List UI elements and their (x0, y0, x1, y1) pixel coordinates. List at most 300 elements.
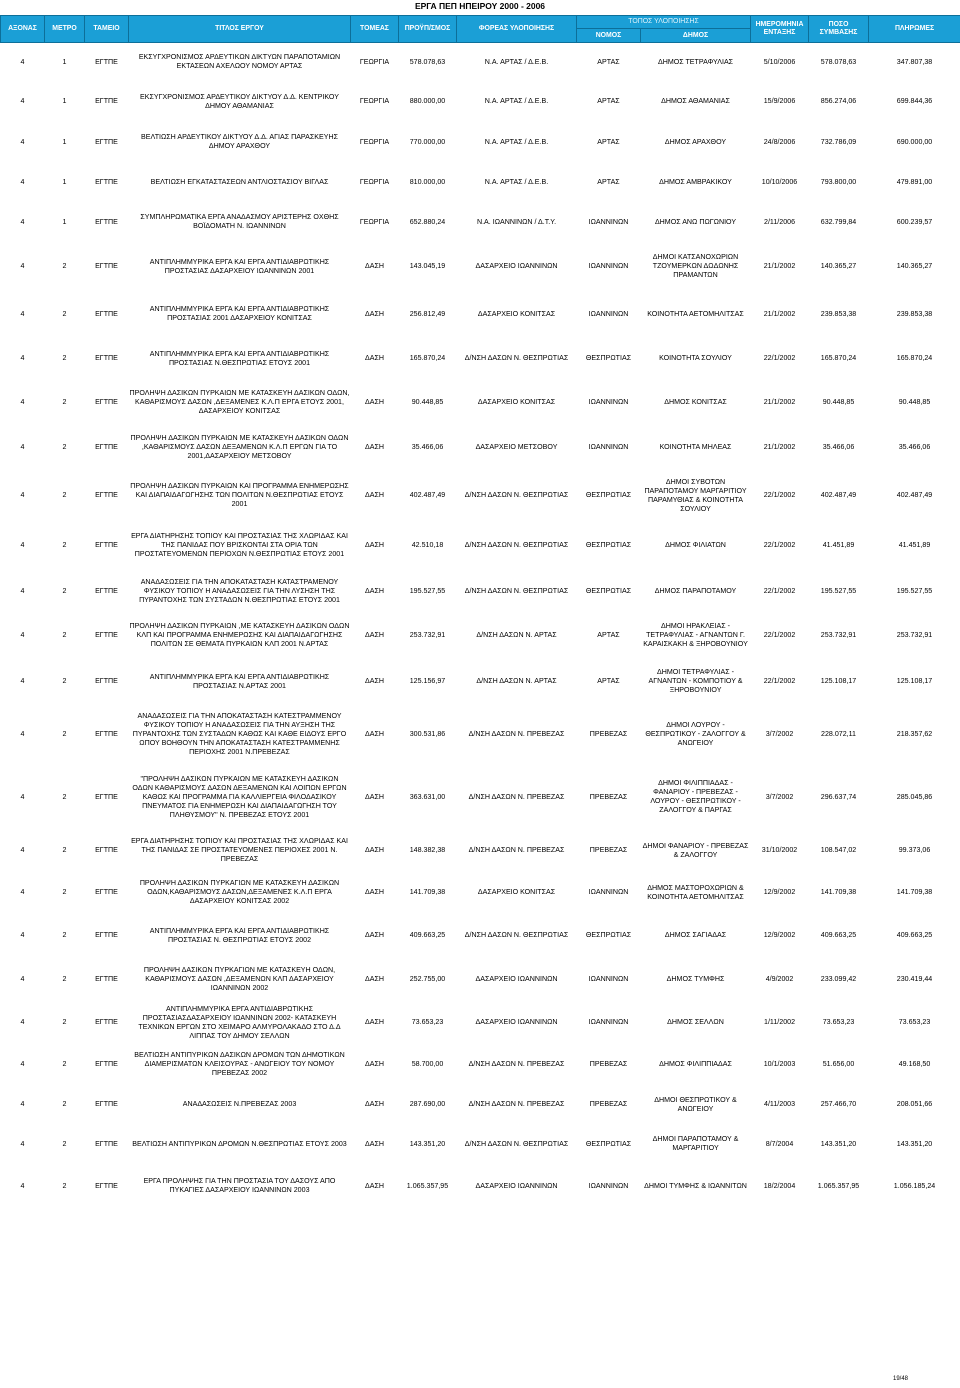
table-body (1, 43, 960, 1209)
row-axis-cell: 4 (20, 354, 25, 362)
table-row (1, 243, 960, 291)
row-municipality-cell: ΔΗΜΟΙ ΚΑΤΣΑΝΟΧΩΡΙΩΝ ΤΖΟΥΜΕΡΚΩΝ ΔΩΔΩΝΗΣ ΠΡΑΜΑΝΤΩΝ (652, 253, 739, 279)
row-fund-cell: ΕΓΤΠΕ (95, 974, 118, 983)
row-inclusion-date-cell: 31/10/2002 (761, 846, 798, 854)
row-agency-cell: Δ/ΝΣΗ ΔΑΣΩΝ Ν. ΘΕΣΠΡΩΤΙΑΣ (464, 354, 569, 362)
table-row (1, 522, 960, 570)
row-payments-cell: 141.709,38 (896, 888, 933, 896)
table-row (1, 831, 960, 871)
row-agency-cell: Δ/ΝΣΗ ΔΑΣΩΝ Ν. ΑΡΤΑΣ (476, 677, 557, 685)
row-fund-cell: ΕΓΤΠΕ (95, 1181, 118, 1190)
row-municipality-cell: ΔΗΜΟΣ ΚΟΝΙΤΣΑΣ (664, 398, 727, 406)
row-payments-cell: 165.870,24 (896, 354, 933, 362)
row-fund-cell: ΕΓΤΠΕ (95, 262, 118, 270)
table-row (1, 915, 960, 957)
row-payments-cell: 41.451,89 (898, 541, 931, 549)
row-municipality-cell: ΚΟΙΝΟΤΗΤΑ ΑΕΤΟΜΗΛΙΤΣΑΣ (647, 309, 744, 318)
row-measure-cell: 2 (62, 443, 67, 451)
row-budget-cell: 810.000,00 (409, 177, 446, 186)
header-measure: ΜΕΤΡΟ (45, 16, 85, 43)
table-row (1, 1085, 960, 1125)
row-contract-amount-cell: 239.853,38 (820, 309, 857, 318)
header-axis: ΑΞΟΝΑΣ (1, 16, 45, 43)
row-project-title-cell: ΑΝΑΔΑΣΩΣΕΙΣ ΓΙΑ ΤΗΝ ΑΠΟΚΑΤΑΣΤΑΣΗ ΚΑΤΑΣΤΡΑΜΕΝΟΥ ΦΥΣΙΚΟΥ ΤΟΠΙΟΥ Η ΑΝΑΔΑΣΩΣΕΙΣ ΓΙΑ ΤΗΝ ΛΥΣΗΣΗ ΤΗΣ ΠΥΡΑΝΤΟΧΗΣ ΤΩΝ ΣΥΣΤΑΔΩΝ Ν.ΘΕΣΠΡΩΤΙΑΣ ΕΤΟΥΣ 2001 (139, 577, 340, 604)
table-row (1, 871, 960, 915)
header-municipality: ΔΗΜΟΣ (641, 29, 751, 43)
row-measure-cell: 1 (62, 177, 67, 186)
row-agency-cell: ΔΑΣΑΡΧΕΙΟ ΙΩΑΝΝΙΝΩΝ (475, 974, 558, 983)
row-payments-cell: 35.466,06 (898, 443, 931, 451)
row-municipality-cell: ΔΗΜΟΣ ΤΥΜΦΗΣ (666, 974, 725, 983)
row-inclusion-date-cell: 22/1/2002 (763, 677, 796, 685)
row-agency-cell: Δ/ΝΣΗ ΔΑΣΩΝ Ν. ΠΡΕΒΕΖΑΣ (468, 846, 565, 854)
row-contract-amount-cell: 108.547,02 (820, 846, 857, 854)
row-sector-cell: ΔΑΣΗ (365, 1059, 384, 1068)
row-inclusion-date-cell: 22/1/2002 (763, 631, 796, 639)
row-budget-cell: 287.690,00 (409, 1100, 446, 1108)
row-sector-cell: ΓΕΩΡΓΙΑ (359, 217, 390, 226)
row-fund-cell: ΕΓΤΠΕ (95, 354, 118, 362)
row-fund-cell: ΕΓΤΠΕ (95, 846, 118, 854)
row-budget-cell: 165.870,24 (409, 354, 446, 362)
row-measure-cell: 2 (62, 262, 67, 270)
row-prefecture-cell: ΙΩΑΝΝΙΝΩΝ (588, 217, 629, 226)
header-agency: ΦΟΡΕΑΣ ΥΛΟΠΟΙΗΣΗΣ (457, 16, 577, 43)
row-inclusion-date-cell: 12/9/2002 (763, 931, 796, 939)
table-row (1, 570, 960, 613)
row-budget-cell: 578.078,63 (409, 57, 446, 66)
row-inclusion-date-cell: 3/7/2002 (765, 792, 794, 801)
row-payments-cell: 230.419,44 (896, 974, 933, 983)
row-contract-amount-cell: 143.351,20 (820, 1139, 857, 1148)
row-sector-cell: ΔΑΣΗ (365, 792, 384, 801)
row-measure-cell: 2 (62, 491, 67, 499)
row-prefecture-cell: ΠΡΕΒΕΖΑΣ (589, 846, 628, 854)
row-project-title-cell: ΠΡΟΛΗΨΗ ΔΑΣΙΚΩΝ ΠΥΡΚΑΙΩΝ ΚΑΙ ΠΡΟΓΡΑΜΜΑ ΕΝΗΜΕΡΩΣΗΣ ΚΑΙ ΔΙΑΠΑΙΔΑΓΩΓΗΣΗΣ ΤΩΝ ΠΟΛΙΤΩΝ Ν.ΘΕΣΠΡΩΤΙΑΣ ΕΤΟΥΣ 2001 (130, 482, 349, 508)
row-fund-cell: ΕΓΤΠΕ (95, 677, 118, 685)
row-project-title-cell: "ΠΡΟΛΗΨΗ ΔΑΣΙΚΩΝ ΠΥΡΚΑΙΩΝ ΜΕ ΚΑΤΑΣΚΕΥΗ ΔΑΣΙΚΩΝ ΟΔΩΝ ΚΑΘΑΡΙΣΜΟΥΣ ΔΑΣΩΝ ΔΕΞΑΜΕΝΩΝ ΚΑΙ ΛΟΙΠΩΝ ΕΡΓΩΝ ΚΑΘΩΣ ΚΑΙ ΠΡΟΓΡΑΜΜΑ ΓΙΑ ΚΑΛΛΙΕΡΓΕΙΑ ΦΙΛΟΔΑΣΙΚΟΥ ΠΝΕΥΜΑΤΟΣ ΓΙΑ ΕΝΗΜΕΡΩΣΗ ΚΑΙ ΔΙΑΠΑΙΔΑΓΩΓΗΣΗ ΤΟΥ ΠΛΗΘΥΣΜΟΥ" Ν. ΠΡΕΒΕΖΑΣ ΕΤΟΥΣ 2001 (132, 774, 347, 819)
row-measure-cell: 2 (62, 931, 67, 939)
row-agency-cell: Δ/ΝΣΗ ΔΑΣΩΝ Ν. ΠΡΕΒΕΖΑΣ (468, 1100, 565, 1108)
row-budget-cell: 125.156,97 (409, 677, 446, 685)
row-contract-amount-cell: 233.099,42 (820, 974, 857, 983)
row-budget-cell: 143.351,20 (409, 1139, 446, 1148)
row-inclusion-date-cell: 12/9/2002 (763, 888, 796, 896)
row-contract-amount-cell: 1.065.357,95 (817, 1181, 860, 1190)
row-sector-cell: ΔΑΣΗ (365, 1181, 384, 1190)
row-prefecture-cell: ΘΕΣΠΡΩΤΙΑΣ (585, 931, 632, 939)
row-sector-cell: ΔΑΣΗ (365, 586, 384, 595)
row-measure-cell: 2 (62, 1018, 67, 1026)
row-payments-cell: 143.351,20 (896, 1139, 933, 1148)
row-axis-cell: 4 (20, 677, 25, 685)
row-payments-cell: 402.487,49 (896, 491, 933, 499)
row-budget-cell: 402.487,49 (409, 491, 446, 499)
row-payments-cell: 73.653,23 (898, 1018, 931, 1026)
row-axis-cell: 4 (20, 1100, 25, 1108)
row-project-title-cell: ΠΡΟΛΗΨΗ ΔΑΣΙΚΩΝ ΠΥΡΚΑΙΩΝ ΜΕ ΚΑΤΑΣΚΕΥΗ ΔΑΣΙΚΩΝ ΟΔΩΝ ,ΚΑΘΑΡΙΣΜΟΥΣ ΔΑΣΩΝ ΔΕΞΑΜΕΝΩΝ Κ.Λ.Π ΕΡΓΩΝ ΓΙΑ ΤΟ 2001,ΔΑΣΑΡΧΕΙΟΥ ΜΕΤΣΟΒΟΥ (130, 434, 349, 460)
row-fund-cell: ΕΓΤΠΕ (95, 541, 118, 549)
row-inclusion-date-cell: 22/1/2002 (763, 541, 796, 549)
row-budget-cell: 652.880,24 (409, 217, 446, 226)
row-payments-cell: 99.373,06 (898, 846, 931, 854)
row-municipality-cell: ΔΗΜΟΙ ΦΑΝΑΡΙΟΥ - ΠΡΕΒΕΖΑΣ & ΖΑΛΟΓΓΟΥ (642, 841, 749, 859)
row-prefecture-cell: ΙΩΑΝΝΙΝΩΝ (588, 262, 629, 270)
row-fund-cell: ΕΓΤΠΕ (95, 1018, 118, 1026)
row-agency-cell: Δ/ΝΣΗ ΔΑΣΩΝ Ν. ΠΡΕΒΕΖΑΣ (468, 792, 565, 801)
row-agency-cell: ΔΑΣΑΡΧΕΙΟ ΚΟΝΙΤΣΑΣ (477, 309, 556, 318)
row-axis-cell: 4 (20, 491, 25, 499)
row-fund-cell: ΕΓΤΠΕ (95, 729, 118, 738)
row-measure-cell: 2 (62, 1181, 67, 1190)
row-project-title-cell: ΑΝΤΙΠΛΗΜΜΥΡΙΚΑ ΕΡΓΑ ΚΑΙ ΕΡΓΑ ΑΝΤΙΔΙΑΒΡΩΤΙΚΗΣ ΠΡΟΣΤΑΣΙΑΣ ΔΑΣΑΡΧΕΙΟΥ ΙΩΑΝΝΙΝΩΝ 2001 (149, 257, 330, 275)
table-row (1, 470, 960, 522)
row-axis-cell: 4 (20, 1018, 25, 1026)
row-agency-cell: Ν.Α. ΑΡΤΑΣ / Δ.Ε.Β. (484, 57, 549, 66)
row-sector-cell: ΔΑΣΗ (365, 398, 384, 406)
row-fund-cell: ΕΓΤΠΕ (95, 1139, 118, 1148)
row-municipality-cell: ΔΗΜΟΙ ΣΥΒΟΤΩΝ ΠΑΡΑΠΟΤΑΜΟΥ ΜΑΡΓΑΡΙΤΙΟΥ ΠΑΡΑΜΥΘΙΑΣ & ΚΟΙΝΟΤΗΤΑ ΣΟΥΛΙΟΥ (644, 477, 747, 513)
row-prefecture-cell: ΑΡΤΑΣ (597, 631, 620, 639)
row-sector-cell: ΔΑΣΗ (365, 443, 384, 451)
row-inclusion-date-cell: 10/10/2006 (761, 177, 798, 186)
row-inclusion-date-cell: 22/1/2002 (763, 586, 796, 595)
row-sector-cell: ΓΕΩΡΓΙΑ (359, 97, 390, 105)
row-fund-cell: ΕΓΤΠΕ (95, 309, 118, 318)
row-municipality-cell: ΔΗΜΟΙ ΤΥΜΦΗΣ & ΙΩΑΝΝΙΤΩΝ (644, 1181, 747, 1190)
row-measure-cell: 2 (62, 677, 67, 685)
row-axis-cell: 4 (20, 97, 25, 105)
row-budget-cell: 409.663,25 (409, 931, 446, 939)
row-inclusion-date-cell: 18/2/2004 (763, 1181, 796, 1190)
row-fund-cell: ΕΓΤΠΕ (95, 1100, 118, 1108)
row-municipality-cell: ΔΗΜΟΙ ΤΕΤΡΑΦΥΛΙΑΣ - ΑΓΝΑΝΤΩΝ - ΚΟΜΠΟΤΙΟΥ & ΞΗΡΟΒΟΥΝΙΟΥ (648, 668, 743, 694)
row-inclusion-date-cell: 4/9/2002 (765, 974, 794, 983)
row-fund-cell: ΕΓΤΠΕ (95, 137, 118, 146)
row-fund-cell: ΕΓΤΠΕ (95, 631, 118, 639)
row-fund-cell: ΕΓΤΠΕ (95, 177, 118, 186)
row-municipality-cell: ΔΗΜΟΙ ΦΙΛΙΠΠΙΑΔΑΣ - ΦΑΝΑΡΙΟΥ - ΠΡΕΒΕΖΑΣ - ΛΟΥΡΟΥ - ΘΕΣΠΡΩΤΙΚΟΥ - ΖΑΛΟΓΓΟΥ & ΠΑΡΓΑΣ (650, 779, 741, 814)
row-inclusion-date-cell: 4/11/2003 (764, 1100, 796, 1108)
row-project-title-cell: ΑΝΤΙΠΛΗΜΜΥΡΙΚΑ ΕΡΓΑ ΚΑΙ ΕΡΓΑ ΑΝΤΙΔΙΑΒΡΩΤΙΚΗΣ ΠΡΟΣΤΑΣΙΑΣ Ν. ΘΕΣΠΡΩΤΙΑΣ ΕΤΟΥΣ 2002 (149, 926, 330, 944)
row-agency-cell: Δ/ΝΣΗ ΔΑΣΩΝ Ν. ΘΕΣΠΡΩΤΙΑΣ (464, 541, 569, 549)
header-project-title: ΤΙΤΛΟΣ ΕΡΓΟΥ (129, 16, 351, 43)
row-sector-cell: ΔΑΣΗ (365, 1100, 384, 1108)
row-sector-cell: ΔΑΣΗ (365, 491, 384, 499)
row-agency-cell: ΔΑΣΑΡΧΕΙΟ ΙΩΑΝΝΙΝΩΝ (475, 1181, 558, 1190)
row-payments-cell: 195.527,55 (896, 586, 933, 595)
row-payments-cell: 699.844,36 (896, 97, 933, 105)
row-sector-cell: ΔΑΣΗ (365, 1139, 384, 1148)
row-budget-cell: 256.812,49 (409, 309, 446, 318)
row-project-title-cell: ΠΡΟΛΗΨΗ ΔΑΣΙΚΩΝ ΠΥΡΚΑΙΩΝ ,ΜΕ ΚΑΤΑΣΚΕΥΗ ΔΑΣΙΚΩΝ ΟΔΩΝ ΚΛΠ ΚΑΙ ΠΡΟΓΡΑΜΜΑ ΕΝΗΜΕΡΩΣΗΣ ΚΑΙ ΔΙΑΠΑΙΔΑΓΩΓΗΣΗΣ ΠΟΛΙΤΩΝ ΣΕ ΘΕΜΑΤΑ ΠΥΡΚΑΙΩΝ ΚΛΠ 2001 Ν.ΑΡΤΑΣ (129, 622, 350, 648)
row-agency-cell: Ν.Α. ΙΩΑΝΝΙΝΩΝ / Δ.Τ.Υ. (476, 217, 557, 226)
row-agency-cell: Ν.Α. ΑΡΤΑΣ / Δ.Ε.Β. (484, 97, 549, 105)
row-axis-cell: 4 (20, 217, 25, 226)
row-project-title-cell: ΒΕΛΤΙΩΣΗ ΑΡΔΕΥΤΙΚΟΥ ΔΙΚΤΥΟΥ Δ.Δ. ΑΓΙΑΣ ΠΑΡΑΣΚΕΥΗΣ ΔΗΜΟΥ ΑΡΑΧΘΟΥ (141, 133, 338, 150)
row-measure-cell: 1 (62, 137, 67, 146)
row-municipality-cell: ΔΗΜΟΙ ΠΑΡΑΠΟΤΑΜΟΥ & ΜΑΡΓΑΡΙΤΙΟΥ (652, 1135, 739, 1152)
row-project-title-cell: ΕΡΓΑ ΔΙΑΤΗΡΗΣΗΣ ΤΟΠΙΟΥ ΚΑΙ ΠΡΟΣΤΑΣΙΑΣ ΤΗΣ ΧΛΩΡΙΔΑΣ ΚΑΙ ΤΗΣ ΠΑΝΙΔΑΣ ΠΟΥ ΒΡΙΣΚΟΝΤΑΙ ΣΤΑ ΟΡΙΑ ΤΩΝ ΠΡΟΣΤΑΤΕΥΟΜΕΝΩΝ ΠΕΡΙΟΧΩΝ Ν.ΘΕΣΠΡΩΤΙΑΣ ΕΤΟΥΣ 2001 (131, 532, 348, 558)
row-prefecture-cell: ΙΩΑΝΝΙΝΩΝ (588, 309, 629, 318)
row-prefecture-cell: ΑΡΤΑΣ (597, 137, 620, 146)
row-contract-amount-cell: 409.663,25 (820, 931, 857, 939)
row-axis-cell: 4 (20, 888, 25, 896)
row-agency-cell: ΔΑΣΑΡΧΕΙΟ ΙΩΑΝΝΙΝΩΝ (475, 262, 558, 270)
row-inclusion-date-cell: 21/1/2002 (763, 309, 796, 318)
row-contract-amount-cell: 73.653,23 (822, 1018, 855, 1026)
row-contract-amount-cell: 402.487,49 (820, 491, 857, 499)
row-measure-cell: 1 (62, 217, 67, 226)
row-prefecture-cell: ΘΕΣΠΡΩΤΙΑΣ (585, 354, 632, 362)
document-title: ΕΡΓΑ ΠΕΠ ΗΠΕΙΡΟΥ 2000 - 2006 (414, 1, 546, 11)
row-contract-amount-cell: 632.799,84 (820, 217, 857, 226)
row-payments-cell: 208.051,66 (896, 1100, 933, 1108)
page-number: 19/48 (892, 1376, 908, 1382)
row-fund-cell: ΕΓΤΠΕ (95, 1059, 118, 1068)
table-row (1, 291, 960, 338)
row-project-title-cell: ΒΕΛΤΙΩΣΗ ΕΓΚΑΤΑΣΤΑΣΕΩΝ ΑΝΤΛΙΟΣΤΑΣΙΟΥ ΒΙΓΛΑΣ (150, 177, 329, 186)
row-project-title-cell: ΣΥΜΠΛΗΡΩΜΑΤΙΚΑ ΕΡΓΑ ΑΝΑΔΑΣΜΟΥ ΑΡΙΣΤΕΡΗΣ ΟΧΘΗΣ ΒΟΪΔΟΜΑΤΗ Ν. ΙΩΑΝΝΙΝΩΝ (140, 213, 339, 230)
row-budget-cell: 141.709,38 (409, 888, 446, 896)
header-location-group: ΤΟΠΟΣ ΥΛΟΠΟΙΗΣΗΣ (577, 16, 751, 29)
row-sector-cell: ΔΑΣΗ (365, 974, 384, 983)
row-agency-cell: Δ/ΝΣΗ ΔΑΣΩΝ Ν. ΠΡΕΒΕΖΑΣ (468, 1059, 565, 1068)
row-prefecture-cell: ΘΕΣΠΡΩΤΙΑΣ (585, 491, 632, 499)
row-axis-cell: 4 (20, 309, 25, 318)
row-prefecture-cell: ΙΩΑΝΝΙΝΩΝ (588, 974, 629, 983)
row-inclusion-date-cell: 3/7/2002 (765, 729, 794, 738)
row-municipality-cell: ΔΗΜΟΙ ΘΕΣΠΡΩΤΙΚΟΥ & ΑΝΩΓΕΙΟΥ (654, 1095, 737, 1113)
row-prefecture-cell: ΑΡΤΑΣ (597, 57, 620, 66)
row-measure-cell: 1 (62, 57, 67, 66)
row-sector-cell: ΔΑΣΗ (365, 677, 384, 685)
row-payments-cell: 409.663,25 (896, 931, 933, 939)
row-prefecture-cell: ΑΡΤΑΣ (597, 97, 620, 105)
row-payments-cell: 600.239,57 (896, 217, 933, 226)
row-municipality-cell: ΔΗΜΟΣ ΑΜΒΡΑΚΙΚΟΥ (659, 177, 732, 186)
row-project-title-cell: ΠΡΟΛΗΨΗ ΔΑΣΙΚΩΝ ΠΥΡΚΑΙΩΝ ΜΕ ΚΑΤΑΣΚΕΥΗ ΔΑΣΙΚΩΝ ΟΔΩΝ, ΚΑΘΑΡΙΣΜΟΥΣ ΔΑΣΩΝ ,ΔΕΞΑΜΕΝΕΣ Κ.Λ.Π ΕΡΓΑ ΕΤΟΥΣ 2001, ΔΑΣΑΡΧΕΙΟΥ ΚΟΝΙΤΣΑΣ (129, 389, 350, 415)
row-axis-cell: 4 (20, 1139, 25, 1148)
row-prefecture-cell: ΠΡΕΒΕΖΑΣ (589, 1100, 628, 1108)
row-prefecture-cell: ΠΡΕΒΕΖΑΣ (589, 792, 628, 801)
row-sector-cell: ΓΕΩΡΓΙΑ (359, 57, 390, 66)
row-prefecture-cell: ΑΡΤΑΣ (597, 677, 620, 685)
row-budget-cell: 143.045,19 (409, 262, 446, 270)
row-project-title-cell: ΑΝΤΙΠΛΗΜΜΥΡΙΚΑ ΕΡΓΑ ΚΑΙ ΕΡΓΑ ΑΝΤΙΔΙΑΒΡΩΤΙΚΗΣ ΠΡΟΣΤΑΣΙΑΣ 2001 ΔΑΣΑΡΧΕΙΟΥ ΚΟΝΙΤΣΑΣ (149, 305, 330, 322)
row-agency-cell: Δ/ΝΣΗ ΔΑΣΩΝ Ν. ΘΕΣΠΡΩΤΙΑΣ (464, 586, 569, 595)
row-inclusion-date-cell: 5/10/2006 (763, 57, 796, 66)
row-axis-cell: 4 (20, 541, 25, 549)
row-project-title-cell: ΑΝΑΔΑΣΩΣΕΙΣ ΓΙΑ ΤΗΝ ΑΠΟΚΑΤΑΣΤΑΣΗ ΚΑΤΕΣΤΡΑΜΜΕΝΟΥ ΦΥΣΙΚΟΥ ΤΟΠΙΟΥ Η ΑΝΑΔΑΣΩΣΕΙΣ ΓΙΑ ΤΗΝ ΑΥΞΗΣΗ ΤΗΣ ΠΥΡΑΝΤΟΧΗΣ ΤΩΝ ΣΥΣΤΑΔΩΝ ΚΑΘΩΣ ΚΑΙ ΚΑΘΕ ΕΙΔΟΥΣ ΕΡΓΟ ΩΠΟΥ ΒΟΗΘΟΥΝ ΤΗΝ ΑΠΟΚΑΤΑΣΤΑΣΗ ΚΑΤΕΣΤΡΑΜΜΕΝΗΣ ΠΕΡΙΟΧΗΣ 2001 Ν.ΠΡΕΒΕΖΑΣ (132, 711, 347, 756)
table-row (1, 122, 960, 163)
row-payments-cell: 125.108,17 (896, 677, 933, 685)
row-axis-cell: 4 (20, 631, 25, 639)
row-municipality-cell: ΔΗΜΟΣ ΤΕΤΡΑΦΥΛΙΑΣ (657, 57, 734, 66)
table-row (1, 338, 960, 380)
row-sector-cell: ΔΑΣΗ (365, 309, 384, 318)
row-budget-cell: 252.755,00 (409, 974, 446, 983)
row-inclusion-date-cell: 21/1/2002 (763, 443, 796, 451)
row-project-title-cell: ΒΕΛΤΙΩΣΗ ΑΝΤΙΠΥΡΙΚΩΝ ΔΑΣΙΚΩΝ ΔΡΟΜΩΝ ΤΩΝ ΔΗΜΟΤΙΚΩΝ ΔΙΑΜΕΡΙΣΜΑΤΩΝ ΚΛΕΙΣΟΥΡΑΣ - ΑΝΩΓΕΙΟΥ ΤΟΥ ΝΟΜΟΥ ΠΡΕΒΕΖΑΣ 2002 (134, 1050, 345, 1077)
table-row (1, 82, 960, 122)
row-budget-cell: 35.466,06 (411, 443, 444, 451)
row-measure-cell: 2 (62, 1059, 67, 1068)
header-inclusion-date: ΗΜΕΡΟΜΗΝΙΑ ΕΝΤΑΞΗΣ (751, 16, 809, 43)
table-row (1, 163, 960, 202)
row-axis-cell: 4 (20, 846, 25, 854)
row-contract-amount-cell: 296.637,74 (820, 792, 857, 801)
row-contract-amount-cell: 41.451,89 (822, 541, 855, 549)
row-prefecture-cell: ΑΡΤΑΣ (597, 177, 620, 186)
table-row (1, 764, 960, 831)
row-payments-cell: 239.853,38 (896, 309, 933, 318)
row-contract-amount-cell: 257.466,70 (820, 1100, 857, 1108)
row-axis-cell: 4 (20, 398, 25, 406)
row-payments-cell: 140.365,27 (896, 262, 933, 270)
row-municipality-cell: ΔΗΜΟΣ ΦΙΛΙΑΤΩΝ (665, 541, 726, 549)
row-municipality-cell: ΔΗΜΟΣ ΠΑΡΑΠΟΤΑΜΟΥ (654, 586, 737, 595)
table-row (1, 1044, 960, 1085)
table-row (1, 705, 960, 764)
row-municipality-cell: ΔΗΜΟΙ ΗΡΑΚΛΕΙΑΣ - ΤΕΤΡΑΦΥΛΙΑΣ - ΑΓΝΑΝΤΩΝ Γ. ΚΑΡΑΙΣΚΑΚΗ & ΞΗΡΟΒΟΥΝΙΟΥ (643, 622, 748, 648)
row-measure-cell: 2 (62, 792, 67, 801)
row-fund-cell: ΕΓΤΠΕ (95, 398, 118, 406)
row-project-title-cell: ΑΝΤΙΠΛΗΜΜΥΡΙΚΑ ΕΡΓΑ ΚΑΙ ΕΡΓΑ ΑΝΤΙΔΙΑΒΡΩΤΙΚΗΣ ΠΡΟΣΤΑΣΙΑΣ Ν.ΘΕΣΠΡΩΤΙΑΣ ΕΤΟΥΣ 2001 (149, 349, 330, 367)
row-project-title-cell: ΒΕΛΤΙΩΣΗ ΑΝΤΙΠΥΡΙΚΩΝ ΔΡΟΜΩΝ Ν.ΘΕΣΠΡΩΤΙΑΣ ΕΤΟΥΣ 2003 (132, 1139, 347, 1148)
row-budget-cell: 73.653,23 (411, 1018, 444, 1026)
row-axis-cell: 4 (20, 443, 25, 451)
row-inclusion-date-cell: 24/8/2006 (763, 137, 796, 146)
row-budget-cell: 42.510,18 (411, 541, 444, 549)
row-inclusion-date-cell: 22/1/2002 (763, 354, 796, 362)
row-axis-cell: 4 (20, 974, 25, 983)
row-municipality-cell: ΔΗΜΟΣ ΑΡΑΧΘΟΥ (664, 137, 727, 146)
row-payments-cell: 285.045,86 (896, 792, 933, 801)
row-prefecture-cell: ΙΩΑΝΝΙΝΩΝ (588, 1018, 629, 1026)
row-budget-cell: 90.448,85 (411, 398, 444, 406)
row-measure-cell: 2 (62, 541, 67, 549)
row-sector-cell: ΔΑΣΗ (365, 631, 384, 639)
row-contract-amount-cell: 35.466,06 (822, 443, 855, 451)
row-fund-cell: ΕΓΤΠΕ (95, 931, 118, 939)
row-project-title-cell: ΑΝΑΔΑΣΩΣΕΙΣ Ν.ΠΡΕΒΕΖΑΣ 2003 (182, 1100, 297, 1108)
row-measure-cell: 1 (62, 97, 67, 105)
table-row (1, 43, 960, 82)
row-measure-cell: 2 (62, 729, 67, 738)
row-prefecture-cell: ΘΕΣΠΡΩΤΙΑΣ (585, 586, 632, 595)
row-contract-amount-cell: 578.078,63 (820, 57, 857, 66)
row-contract-amount-cell: 141.709,38 (820, 888, 857, 896)
row-contract-amount-cell: 165.870,24 (820, 354, 857, 362)
row-agency-cell: Δ/ΝΣΗ ΔΑΣΩΝ Ν. ΘΕΣΠΡΩΤΙΑΣ (464, 491, 569, 499)
row-fund-cell: ΕΓΤΠΕ (95, 443, 118, 451)
row-prefecture-cell: ΘΕΣΠΡΩΤΙΑΣ (585, 541, 632, 549)
row-budget-cell: 1.065.357,95 (406, 1181, 449, 1190)
row-municipality-cell: ΔΗΜΟΣ ΦΙΛΙΠΠΙΑΔΑΣ (659, 1059, 732, 1068)
row-sector-cell: ΓΕΩΡΓΙΑ (359, 137, 390, 146)
row-agency-cell: Ν.Α. ΑΡΤΑΣ / Δ.Ε.Β. (484, 177, 549, 186)
row-budget-cell: 58.700,00 (411, 1059, 444, 1068)
row-project-title-cell: ΑΝΤΙΠΛΗΜΜΥΡΙΚΑ ΕΡΓΑ ΑΝΤΙΔΙΑΒΡΩΤΙΚΗΣ ΠΡΟΣΤΑΣΙΑΣΔΑΣΑΡΧΕΙΟΥ ΙΩΑΝΝΙΝΩΝ 2002- ΚΑΤΑΣΚΕΥΗ ΤΕΧΝΙΚΩΝ ΕΡΓΩΝ ΣΤΟ ΧΕΙΜΑΡΟ ΑΛΜΥΡΟΛΑΚΑΔΟ ΣΤΟ Δ.Δ ΛΙΠΠΑΣ ΤΟΥ ΔΗΜΟΥ ΣΕΛΛΩΝ (138, 1004, 341, 1040)
row-axis-cell: 4 (20, 177, 25, 186)
row-project-title-cell: ΕΚΣΥΓΧΡΟΝΙΣΜΟΣ ΑΡΔΕΥΤΙΚΟΥ ΔΙΚΤΥΟΥ Δ.Δ. ΚΕΝΤΡΙΚΟΥ ΔΗΜΟΥ ΑΘΑΜΑΝΙΑΣ (140, 92, 339, 110)
row-sector-cell: ΔΑΣΗ (365, 931, 384, 939)
row-measure-cell: 2 (62, 354, 67, 362)
row-sector-cell: ΔΑΣΗ (365, 541, 384, 549)
row-municipality-cell: ΔΗΜΟΙ ΛΟΥΡΟΥ - ΘΕΣΠΡΩΤΙΚΟΥ - ΖΑΛΟΓΓΟΥ & ΑΝΩΓΕΙΟΥ (645, 720, 746, 747)
row-axis-cell: 4 (20, 262, 25, 270)
table-row (1, 1125, 960, 1164)
header-payments: ΠΛΗΡΩΜΕΣ (869, 16, 960, 43)
projects-table (0, 15, 960, 1209)
header-fund: ΤΑΜΕΙΟ (85, 16, 129, 43)
row-axis-cell: 4 (20, 137, 25, 146)
row-sector-cell: ΔΑΣΗ (365, 354, 384, 362)
table-row (1, 613, 960, 659)
table-row (1, 202, 960, 243)
row-agency-cell: Δ/ΝΣΗ ΔΑΣΩΝ Ν. ΘΕΣΠΡΩΤΙΑΣ (464, 1139, 569, 1148)
row-prefecture-cell: ΙΩΑΝΝΙΝΩΝ (588, 443, 629, 451)
row-fund-cell: ΕΓΤΠΕ (95, 97, 118, 105)
table-row (1, 1002, 960, 1044)
row-inclusion-date-cell: 15/9/2006 (763, 97, 796, 105)
row-municipality-cell: ΔΗΜΟΣ ΑΝΩ ΠΩΓΩΝΙΟΥ (654, 217, 737, 226)
row-sector-cell: ΔΑΣΗ (365, 846, 384, 854)
row-project-title-cell: ΑΝΤΙΠΛΗΜΜΥΡΙΚΑ ΕΡΓΑ ΚΑΙ ΕΡΓΑ ΑΝΤΙΔΙΑΒΡΩΤΙΚΗΣ ΠΡΟΣΤΑΣΙΑΣ Ν.ΑΡΤΑΣ 2001 (149, 672, 330, 690)
row-fund-cell: ΕΓΤΠΕ (95, 491, 118, 499)
header-sector: ΤΟΜΕΑΣ (351, 16, 399, 43)
row-project-title-cell: ΕΚΣΥΓΧΡΟΝΙΣΜΟΣ ΑΡΔΕΥΤΙΚΩΝ ΔΙΚΤΥΩΝ ΠΑΡΑΠΟΤΑΜΙΩΝ ΕΚΤΑΣΕΩΝ ΑΧΕΛΩΟΥ ΝΟΜΟΥ ΑΡΤΑΣ (138, 53, 341, 71)
row-fund-cell: ΕΓΤΠΕ (95, 888, 118, 896)
row-agency-cell: ΔΑΣΑΡΧΕΙΟ ΙΩΑΝΝΙΝΩΝ (475, 1018, 558, 1026)
row-project-title-cell: ΠΡΟΛΗΨΗ ΔΑΣΙΚΩΝ ΠΥΡΚΑΓΙΩΝ ΜΕ ΚΑΤΑΣΚΕΥΗ ΟΔΩΝ, ΚΑΘΑΡΙΣΜΟΥΣ ΔΑΣΩΝ ,ΔΕΞΑΜΕΝΩΝ ΚΛΠ ΔΑΣΑΡΧΕΙΟΥ ΙΩΑΝΝΙΝΩΝ 2002 (143, 965, 336, 992)
row-payments-cell: 49.168,50 (898, 1059, 931, 1068)
row-municipality-cell: ΔΗΜΟΣ ΣΑΓΙΑΔΑΣ (664, 931, 727, 939)
table-row (1, 957, 960, 1002)
row-prefecture-cell: ΙΩΑΝΝΙΝΩΝ (588, 398, 629, 406)
row-budget-cell: 363.631,00 (409, 792, 446, 801)
row-project-title-cell: ΕΡΓΑ ΔΙΑΤΗΡΗΣΗΣ ΤΟΠΙΟΥ ΚΑΙ ΠΡΟΣΤΑΣΙΑΣ ΤΗΣ ΧΛΩΡΙΔΑΣ ΚΑΙ ΤΗΣ ΠΑΝΙΔΑΣ ΣΕ ΠΡΟΣΤΑΤΕΥΟΜΕΝΕΣ ΠΕΡΙΟΧΕΣ 2001 Ν. ΠΡΕΒΕΖΑΣ (131, 837, 348, 863)
row-prefecture-cell: ΠΡΕΒΕΖΑΣ (589, 729, 628, 738)
row-sector-cell: ΔΑΣΗ (365, 888, 384, 896)
row-municipality-cell: ΔΗΜΟΣ ΑΘΑΜΑΝΙΑΣ (661, 97, 730, 105)
header-contract-amount: ΠΟΣΟ ΣΥΜΒΑΣΗΣ (809, 16, 869, 43)
row-contract-amount-cell: 793.800,00 (820, 177, 857, 186)
row-municipality-cell: ΔΗΜΟΣ ΜΑΣΤΟΡΟΧΩΡΙΩΝ & ΚΟΙΝΟΤΗΤΑ ΑΕΤΟΜΗΛΙΤΣΑΣ (647, 883, 744, 901)
row-axis-cell: 4 (20, 792, 25, 801)
row-agency-cell: Ν.Α. ΑΡΤΑΣ / Δ.Ε.Β. (484, 137, 549, 146)
row-project-title-cell: ΠΡΟΛΗΨΗ ΔΑΣΙΚΩΝ ΠΥΡΚΑΓΙΩΝ ΜΕ ΚΑΤΑΣΚΕΥΗ ΔΑΣΙΚΩΝ ΟΔΩΝ,ΚΑΘΑΡΙΣΜΟΥΣ ΔΑΣΩΝ,ΔΕΞΑΜΕΝΕΣ Κ.Λ.Π ΕΡΓΑ ΔΑΣΑΡΧΕΙΟΥ ΚΟΝΙΤΣΑΣ 2002 (139, 879, 340, 905)
row-agency-cell: Δ/ΝΣΗ ΔΑΣΩΝ Ν. ΠΡΕΒΕΖΑΣ (468, 729, 565, 738)
row-contract-amount-cell: 195.527,55 (820, 586, 857, 595)
row-inclusion-date-cell: 1/11/2002 (764, 1018, 796, 1026)
row-measure-cell: 2 (62, 846, 67, 854)
row-axis-cell: 4 (20, 729, 25, 738)
row-inclusion-date-cell: 8/7/2004 (765, 1139, 794, 1148)
row-municipality-cell: ΔΗΜΟΣ ΣΕΛΛΩΝ (667, 1018, 724, 1026)
table-row (1, 426, 960, 470)
row-prefecture-cell: ΙΩΑΝΝΙΝΩΝ (588, 1181, 629, 1190)
row-inclusion-date-cell: 21/1/2002 (763, 262, 796, 270)
row-fund-cell: ΕΓΤΠΕ (95, 217, 118, 226)
row-municipality-cell: ΚΟΙΝΟΤΗΤΑ ΣΟΥΛΙΟΥ (659, 354, 732, 362)
row-sector-cell: ΔΑΣΗ (365, 729, 384, 738)
row-budget-cell: 880.000,00 (409, 97, 446, 105)
table-header (1, 16, 960, 43)
header-budget: ΠΡΟΫΠ/ΣΜΟΣ (399, 16, 457, 43)
row-measure-cell: 2 (62, 888, 67, 896)
